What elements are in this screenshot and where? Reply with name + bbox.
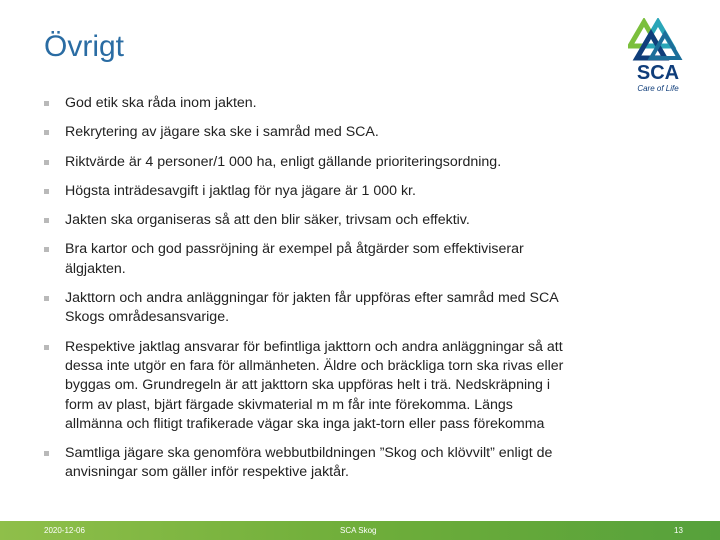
sca-logo (628, 18, 688, 98)
bullet-marker-icon (44, 189, 49, 194)
sca-triangle-logo-icon (628, 18, 688, 62)
bullet-item (44, 444, 564, 483)
bullet-item (44, 338, 564, 434)
logo-tagline: Care of Life (637, 84, 679, 93)
bullet-item (44, 153, 564, 172)
bullet-text: Jakttorn och andra anläggningar för jakten får uppföras efter samråd med SCA Skogs områdesansvarige. (65, 290, 558, 326)
bullet-text: God etik ska råda inom jakten. (65, 95, 257, 111)
bullet-marker-icon (44, 451, 49, 456)
bullet-marker-icon (44, 296, 49, 301)
bullet-text: Samtliga jägare ska genomföra webbutbildningen ”Skog och klövvilt” enligt de anvisningar som gäller inför respektive jaktår. (65, 445, 553, 481)
footer-page-number: 13 (674, 526, 683, 535)
bullet-item (44, 94, 564, 113)
bullet-text: Jakten ska organiseras så att den blir säker, trivsam och effektiv. (65, 212, 470, 229)
bullet-item (44, 211, 564, 230)
bullet-text: Högsta inträdesavgift i jaktlag för nya jägare är 1 000 kr. (65, 182, 416, 199)
bullet-list (44, 94, 564, 493)
logo-wordmark: SCA (636, 62, 680, 84)
bullet-marker-icon (44, 101, 49, 106)
bullet-text: Bra kartor och god passröjning är exempel på åtgärder som effektiviserar älgjakten. (65, 241, 524, 277)
footer-date: 2020-12-06 (44, 526, 85, 535)
bullet-text: Rekrytering av jägare ska ske i samråd med SCA. (65, 124, 379, 141)
bullet-marker-icon (44, 345, 49, 350)
slide-title: Övrigt (44, 30, 125, 63)
bullet-marker-icon (44, 130, 49, 135)
bullet-item (44, 240, 564, 279)
footer-bar (0, 521, 720, 540)
bullet-item (44, 182, 564, 201)
bullet-item (44, 289, 564, 328)
bullet-marker-icon (44, 218, 49, 223)
footer-center-text: SCA Skog (340, 526, 377, 535)
bullet-marker-icon (44, 247, 49, 252)
bullet-text: Riktvärde är 4 personer/1 000 ha, enligt gällande prioriteringsordning. (65, 153, 502, 170)
bullet-item (44, 123, 564, 142)
bullet-text: Respektive jaktlag ansvarar för befintliga jakttorn och andra anläggningar så att dessa inte utgör en fara för allmänheten. Äldre och bräckliga torn ska rivas eller byggas om. Grundregeln är att jakttorn ska uppföras helt i trä. Nedskräpning i form av plast, bjärt färgade skivmaterial m m får inte förekomma. Längs allmänna och flitigt trafikerade vägar ska inga jakt-torn eller pass förekomma (65, 338, 564, 432)
bullet-marker-icon (44, 160, 49, 165)
